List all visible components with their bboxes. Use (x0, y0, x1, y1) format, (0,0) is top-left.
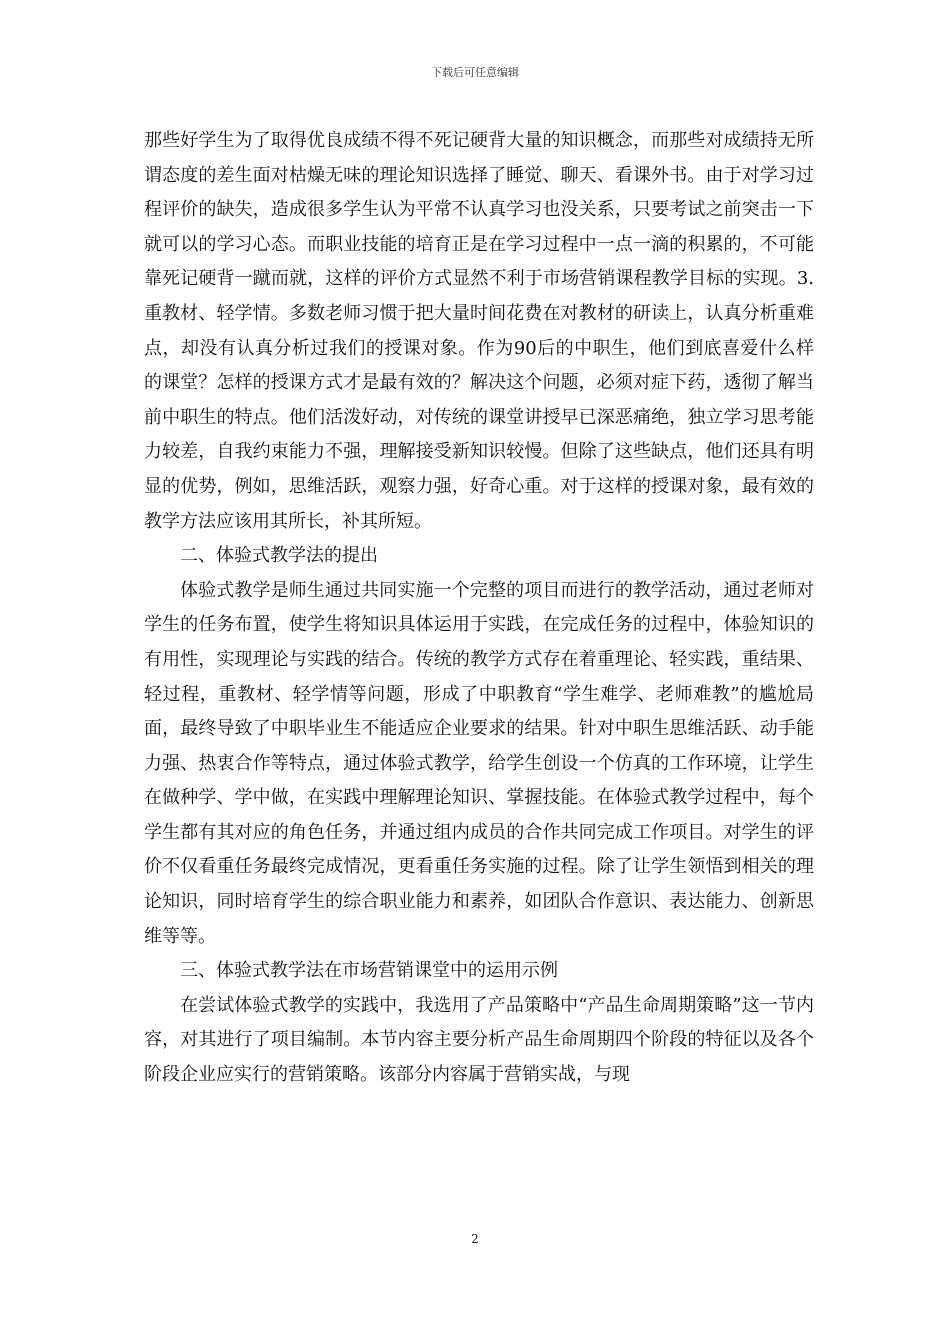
page-header: 下载后可任意编辑 (431, 66, 519, 79)
paragraph-practice-example: 在尝试体验式教学的实践中，我选用了产品策略中“产品生命周期策略”这一节内容，对其进行了项目编制。本节内容主要分析产品生命周期四个阶段的特征以及各个阶段企业应实行的营销策略。该部分内容属于营销实战，与现 (144, 994, 814, 1086)
page-number: 2 (471, 1232, 479, 1246)
paragraph-continuation: 那些好学生为了取得优良成绩不得不死记硬背大量的知识概念，而那些对成绩持无所谓态度的差生面对枯燥无味的理论知识选择了睡觉、聊天、看课外书。由于对学习过程评价的缺失，造成很多学生认为平常不认真学习也没关系，只要考试之前突击一下就可以的学习心态。而职业技能的培育正是在学习过程中一点一滴的积累的，不可能靠死记硬背一蹴而就，这样的评价方式显然不利于市场营销课程教学目标的实现。3.重教材、轻学情。多数老师习惯于把大量时间花费在对教材的研读上，认真分析重难点，却没有认真分析过我们的授课对象。作为90后的中职生，他们到底喜爱什么样的课堂？怎样的授课方式才是最有效的？解决这个问题，必须对症下药，透彻了解当前中职生的特点。他们活泼好动，对传统的课堂讲授早已深恶痛绝，独立学习思考能力较差，自我约束能力不强，理解接受新知识较慢。但除了这些缺点，他们还具有明显的优势，例如，思维活跃，观察力强，好奇心重。对于这样的授课对象，最有效的教学方法应该用其所长，补其所短。 (144, 130, 814, 532)
section-heading-3: 三、体验式教学法在市场营销课堂中的运用示例 (180, 960, 558, 982)
section-heading-2: 二、体验式教学法的提出 (180, 545, 378, 567)
document-body (144, 124, 814, 1093)
paragraph-experiential-teaching: 体验式教学是师生通过共同实施一个完整的项目而进行的教学活动，通过老师对学生的任务布置，使学生将知识具体运用于实践，在完成任务的过程中，体验知识的有用性，实现理论与实践的结合。传统的教学方式存在着重理论、轻实践，重结果、轻过程，重教材、轻学情等问题，形成了中职教育“学生难学、老师难教”的尴尬局面，最终导致了中职毕业生不能适应企业要求的结果。针对中职生思维活跃、动手能力强、热衷合作等特点，通过体验式教学，给学生创设一个仿真的工作环境，让学生在做种学、学中做，在实践中理解理论知识、掌握技能。在体验式教学过程中，每个学生都有其对应的角色任务，并通过组内成员的合作共同完成工作项目。对学生的评价不仅看重任务最终完成情况，更看重任务实施的过程。除了让学生领悟到相关的理论知识，同时培育学生的综合职业能力和素养，如团队合作意识、表达能力、创新思维等等。 (144, 579, 814, 947)
